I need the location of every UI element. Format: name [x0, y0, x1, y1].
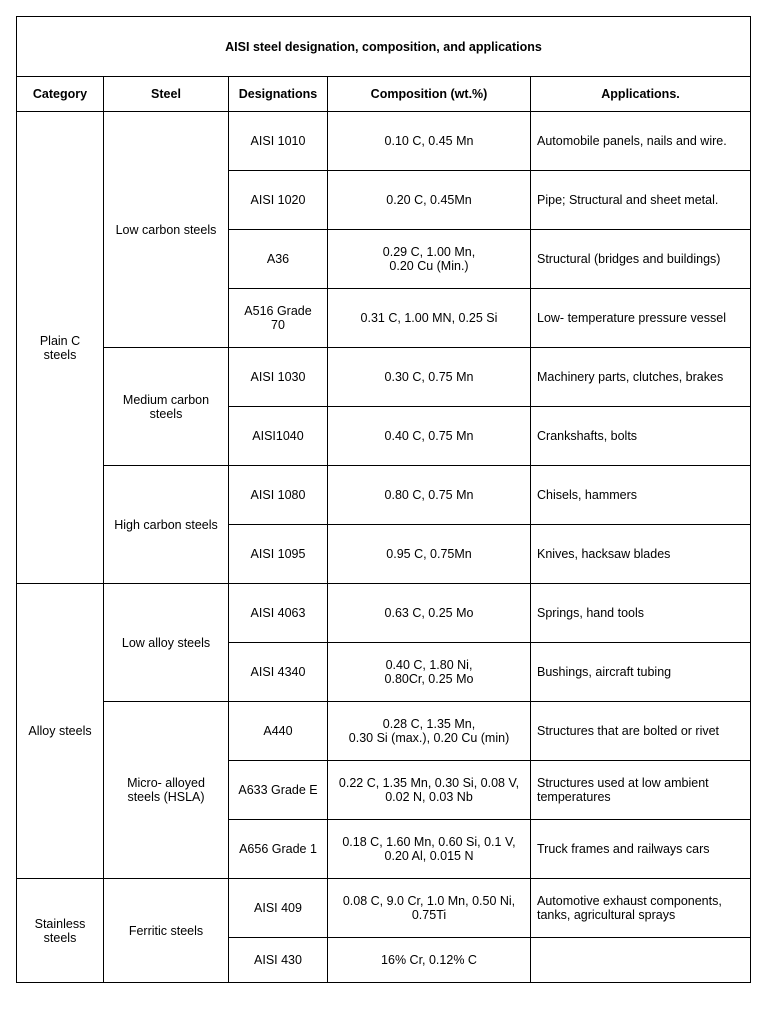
steel-low-carbon: Low carbon steels	[104, 112, 229, 348]
designation-cell: A656 Grade 1	[229, 820, 328, 879]
category-stainless: Stainless steels	[17, 879, 104, 983]
composition-cell: 0.29 C, 1.00 Mn, 0.20 Cu (Min.)	[328, 230, 531, 289]
composition-cell: 0.80 C, 0.75 Mn	[328, 466, 531, 525]
header-row	[17, 77, 751, 112]
table-row	[17, 702, 751, 761]
designation-cell: A633 Grade E	[229, 761, 328, 820]
composition-cell: 0.10 C, 0.45 Mn	[328, 112, 531, 171]
designation-cell: A516 Grade 70	[229, 289, 328, 348]
steel-table	[16, 16, 751, 983]
application-cell: Truck frames and railways cars	[531, 820, 751, 879]
category-alloy: Alloy steels	[17, 584, 104, 879]
composition-cell: 16% Cr, 0.12% C	[328, 938, 531, 983]
composition-cell: 0.63 C, 0.25 Mo	[328, 584, 531, 643]
steel-ferritic: Ferritic steels	[104, 879, 229, 983]
composition-cell: 0.40 C, 1.80 Ni, 0.80Cr, 0.25 Mo	[328, 643, 531, 702]
steel-medium-carbon: Medium carbon steels	[104, 348, 229, 466]
application-cell: Springs, hand tools	[531, 584, 751, 643]
designation-cell: AISI 1095	[229, 525, 328, 584]
designation-cell: AISI 1010	[229, 112, 328, 171]
table-row	[17, 112, 751, 171]
composition-cell: 0.08 C, 9.0 Cr, 1.0 Mn, 0.50 Ni, 0.75Ti	[328, 879, 531, 938]
header-category: Category	[17, 77, 104, 112]
header-composition: Composition (wt.%)	[328, 77, 531, 112]
table-row	[17, 584, 751, 643]
table-row	[17, 879, 751, 938]
title-row	[17, 17, 751, 77]
composition-cell: 0.31 C, 1.00 MN, 0.25 Si	[328, 289, 531, 348]
designation-cell: AISI 1080	[229, 466, 328, 525]
header-applications: Applications.	[531, 77, 751, 112]
designation-cell: AISI 430	[229, 938, 328, 983]
application-cell: Machinery parts, clutches, brakes	[531, 348, 751, 407]
table-row	[17, 466, 751, 525]
application-cell: Structures that are bolted or rivet	[531, 702, 751, 761]
application-cell: Low- temperature pressure vessel	[531, 289, 751, 348]
application-cell: Knives, hacksaw blades	[531, 525, 751, 584]
composition-cell: 0.95 C, 0.75Mn	[328, 525, 531, 584]
application-cell: Structures used at low ambient temperatures	[531, 761, 751, 820]
composition-cell: 0.20 C, 0.45Mn	[328, 171, 531, 230]
designation-cell: A36	[229, 230, 328, 289]
header-steel: Steel	[104, 77, 229, 112]
designation-cell: AISI 4063	[229, 584, 328, 643]
application-cell: Crankshafts, bolts	[531, 407, 751, 466]
composition-cell: 0.28 C, 1.35 Mn, 0.30 Si (max.), 0.20 Cu (min)	[328, 702, 531, 761]
designation-cell: AISI 4340	[229, 643, 328, 702]
application-cell	[531, 938, 751, 983]
category-plain-c: Plain C steels	[17, 112, 104, 584]
composition-cell: 0.18 C, 1.60 Mn, 0.60 Si, 0.1 V, 0.20 Al, 0.015 N	[328, 820, 531, 879]
application-cell: Chisels, hammers	[531, 466, 751, 525]
table-title: AISI steel designation, composition, and applications	[17, 17, 751, 77]
composition-cell: 0.30 C, 0.75 Mn	[328, 348, 531, 407]
application-cell: Structural (bridges and buildings)	[531, 230, 751, 289]
designation-cell: AISI1040	[229, 407, 328, 466]
application-cell: Automobile panels, nails and wire.	[531, 112, 751, 171]
designation-cell: AISI 1030	[229, 348, 328, 407]
designation-cell: AISI 1020	[229, 171, 328, 230]
steel-hsla: Micro- alloyed steels (HSLA)	[104, 702, 229, 879]
table-row	[17, 348, 751, 407]
designation-cell: A440	[229, 702, 328, 761]
composition-cell: 0.22 C, 1.35 Mn, 0.30 Si, 0.08 V, 0.02 N, 0.03 Nb	[328, 761, 531, 820]
steel-high-carbon: High carbon steels	[104, 466, 229, 584]
application-cell: Bushings, aircraft tubing	[531, 643, 751, 702]
steel-low-alloy: Low alloy steels	[104, 584, 229, 702]
application-cell: Automotive exhaust components, tanks, agricultural sprays	[531, 879, 751, 938]
composition-cell: 0.40 C, 0.75 Mn	[328, 407, 531, 466]
header-designations: Designations	[229, 77, 328, 112]
designation-cell: AISI 409	[229, 879, 328, 938]
application-cell: Pipe; Structural and sheet metal.	[531, 171, 751, 230]
